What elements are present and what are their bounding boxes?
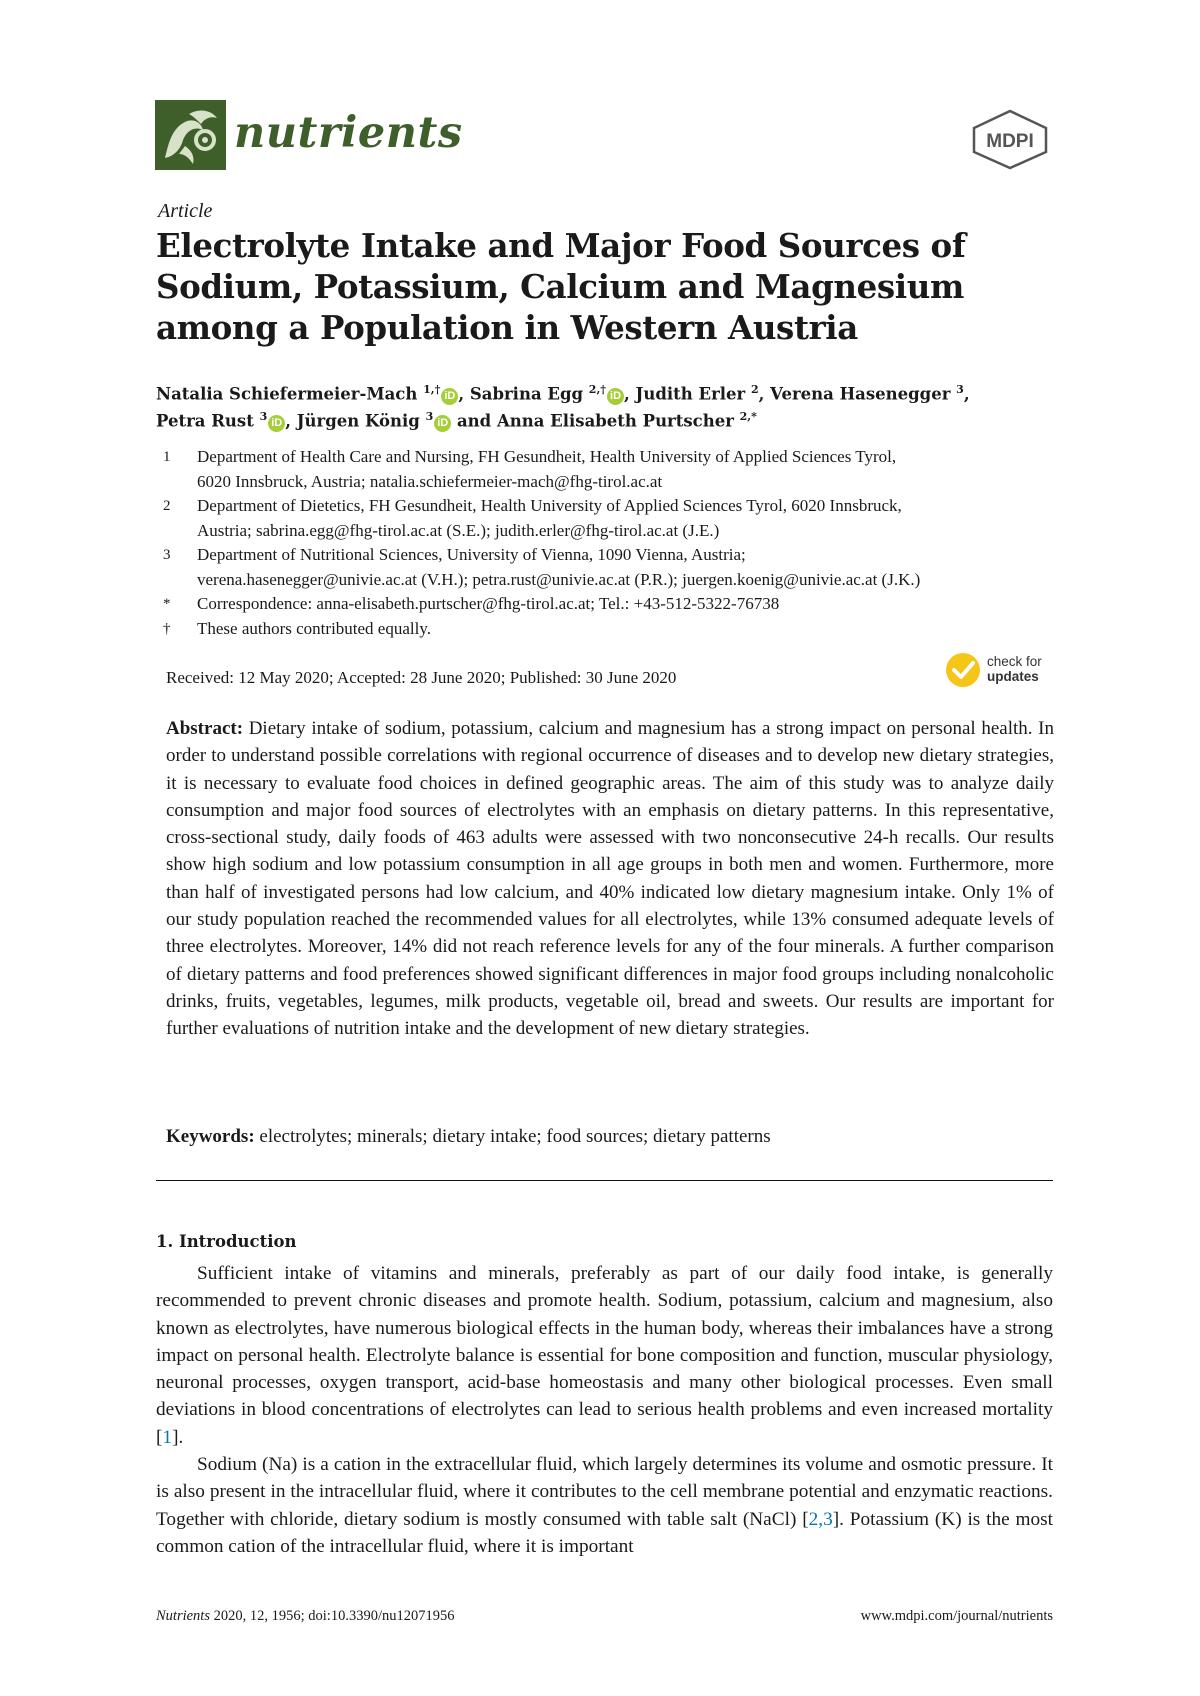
author-name[interactable]: Sabrina Egg bbox=[469, 384, 584, 404]
equal-contribution-note: These authors contributed equally. bbox=[197, 619, 431, 638]
author-name[interactable]: Natalia Schiefermeier-Mach bbox=[156, 384, 418, 404]
ref-bracket: ]. bbox=[172, 1426, 184, 1448]
affiliation-marker: 3 bbox=[163, 547, 171, 563]
affiliation-line: 6020 Innsbruck, Austria; natalia.schiefermeier-mach@fhg-tirol.ac.at bbox=[197, 471, 663, 491]
keywords-label: Keywords: bbox=[166, 1126, 255, 1147]
author-affiliation-sup: 1,† bbox=[423, 383, 441, 396]
affiliation-line: Austria; sabrina.egg@fhg-tirol.ac.at (S.E.); judith.erler@fhg-tirol.ac.at (J.E.) bbox=[197, 520, 720, 540]
affiliation-line: Department of Health Care and Nursing, FH Gesundheit, Health University of Applied Sciences Tyrol, bbox=[197, 447, 897, 466]
abstract bbox=[166, 715, 1054, 1043]
author-affiliation-sup: 2,† bbox=[588, 383, 607, 396]
footer-url[interactable]: www.mdpi.com/journal/nutrients bbox=[860, 1608, 1053, 1624]
check-updates-line2: updates bbox=[987, 669, 1039, 684]
publication-dates: Received: 12 May 2020; Accepted: 28 June 2020; Published: 30 June 2020 bbox=[166, 668, 677, 687]
author-affiliation-sup: 3 bbox=[956, 383, 964, 396]
author-name[interactable]: Anna Elisabeth Purtscher bbox=[496, 411, 734, 431]
author-separator: and bbox=[451, 411, 497, 431]
paragraph-text: . Potassium (K) is the most common cation of the intracellular fluid, where it is important bbox=[156, 1508, 1053, 1557]
check-updates-icon bbox=[945, 652, 981, 688]
author-name[interactable]: Petra Rust bbox=[156, 411, 254, 431]
reference-link[interactable]: 2,3 bbox=[808, 1508, 833, 1530]
orcid-icon[interactable]: iD bbox=[441, 388, 458, 405]
orcid-icon[interactable]: iD bbox=[268, 415, 285, 432]
journal-name: nutrients bbox=[234, 108, 463, 158]
keywords bbox=[166, 1126, 1054, 1148]
keywords-text: electrolytes; minerals; dietary intake; food sources; dietary patterns bbox=[259, 1126, 771, 1147]
equal-contribution-marker: † bbox=[163, 621, 171, 637]
check-for-updates-badge[interactable] bbox=[945, 652, 1055, 690]
affiliation-line: verena.hasenegger@univie.ac.at (V.H.); petra.rust@univie.ac.at (P.R.); juergen.koenig@univie.ac.at (J.K.) bbox=[197, 569, 921, 589]
author-affiliation-sup: 2 bbox=[751, 383, 759, 396]
author-affiliation-sup: 3 bbox=[259, 410, 268, 423]
journal-logo-icon bbox=[155, 100, 226, 170]
affiliation-marker: 1 bbox=[163, 449, 171, 465]
paragraph-text: Sodium (Na) is a cation in the extracellular fluid, which largely determines its volume and osmotic pressure. It is also present in the intracellular fluid, where it contributes to the cell membrane potential and enzymatic reactions. Together with chloride, dietary sodium is mostly consumed with table salt (NaCl) bbox=[156, 1454, 1053, 1530]
affiliation-marker: 2 bbox=[163, 498, 171, 514]
divider bbox=[156, 1180, 1053, 1181]
mdpi-logo-icon bbox=[968, 108, 1052, 170]
author-name[interactable]: Jürgen König bbox=[296, 411, 420, 431]
author-name[interactable]: Judith Erler bbox=[635, 384, 746, 404]
author-separator: , bbox=[624, 384, 636, 404]
author-separator: , bbox=[285, 411, 297, 431]
author-name[interactable]: Verena Hasenegger bbox=[770, 384, 951, 404]
ref-bracket: [ bbox=[156, 1426, 163, 1448]
author-separator: , bbox=[458, 384, 470, 404]
affiliation-2 bbox=[197, 494, 1057, 543]
correspondence: Correspondence: anna-elisabeth.purtscher@fhg-tirol.ac.at; Tel.: +43-512-5322-76738 bbox=[197, 594, 780, 613]
ref-bracket: [ bbox=[802, 1508, 809, 1530]
mdpi-logo-text: MDPI bbox=[986, 131, 1034, 152]
affiliation-line: Department of Dietetics, FH Gesundheit, Health University of Applied Sciences Tyrol, 6020 Innsbruck, bbox=[197, 496, 902, 515]
check-updates-line1: check for bbox=[987, 654, 1042, 669]
footer-citation-text: 2020, 12, 1956; doi:10.3390/nu12071956 bbox=[209, 1608, 455, 1624]
article-type: Article bbox=[158, 200, 213, 222]
footer-citation bbox=[156, 1608, 454, 1625]
author-affiliation-sup: 2,* bbox=[739, 410, 757, 423]
abstract-label: Abstract: bbox=[166, 718, 244, 739]
author-affiliation-sup: 3 bbox=[425, 410, 434, 423]
paragraph-text: Sufficient intake of vitamins and minerals, preferably as part of our daily food intake, is generally recommended to prevent chronic diseases and promote health. Sodium, potassium, calcium and magnesium, also known as electrolytes, have numerous biological effects in the human body, whereas their imbalances have a strong impact on personal health. Electrolyte balance is essential for bone composition and function, muscular physiology, neuronal processes, oxygen transport, acid-base homeostasis and many other biological processes. Even small deviations in blood concentrations of electrolytes can lead to serious health problems and even increased mortality bbox=[156, 1263, 1053, 1421]
intro-paragraph-1 bbox=[156, 1260, 1053, 1451]
authors-line-2 bbox=[156, 410, 757, 432]
authors-line-1 bbox=[156, 383, 970, 405]
reference-link[interactable]: 1 bbox=[162, 1426, 173, 1448]
check-updates-text bbox=[987, 654, 1042, 684]
footer-journal: Nutrients bbox=[156, 1608, 210, 1624]
author-separator: , bbox=[758, 384, 771, 404]
intro-paragraph-2 bbox=[156, 1451, 1053, 1560]
orcid-icon[interactable]: iD bbox=[434, 415, 451, 432]
affiliation-3 bbox=[197, 543, 1057, 592]
ref-bracket: ] bbox=[832, 1508, 840, 1530]
affiliation-1 bbox=[197, 445, 1057, 494]
orcid-icon[interactable]: iD bbox=[607, 388, 624, 405]
article-title: Electrolyte Intake and Major Food Sources of Sodium, Potassium, Calcium and Magnesium among a Population in Western Austria bbox=[156, 226, 966, 347]
section-heading: 1. Introduction bbox=[156, 1232, 297, 1251]
author-separator: , bbox=[963, 384, 970, 404]
abstract-text: Dietary intake of sodium, potassium, calcium and magnesium has a strong impact on personal health. In order to understand possible correlations with regional occurrence of diseases and to develop new dietary strategies, it is necessary to evaluate food choices in defined geographic areas. The aim of this study was to analyze daily consumption and major food sources of electrolytes with an emphasis on dietary patterns. In this representative, cross-sectional study, daily foods of 463 adults were assessed with two nonconsecutive 24-h recalls. Our results show high sodium and low potassium consumption in all age groups in both men and women. Furthermore, more than half of investigated persons had low calcium, and 40% indicated low dietary magnesium intake. Only 1% of our study population reached the recommended values for all electrolytes, while 13% consumed adequate levels of three electrolytes. Moreover, 14% did not reach reference levels for any of the four minerals. A further comparison of dietary patterns and food preferences showed significant differences in major food groups including nonalcoholic drinks, fruits, vegetables, legumes, milk products, vegetable oil, bread and sweets. Our results are important for further evaluations of nutrition intake and the development of new dietary strategies. bbox=[166, 718, 1054, 1040]
correspondence-marker: * bbox=[163, 596, 171, 612]
affiliation-line: Department of Nutritional Sciences, University of Vienna, 1090 Vienna, Austria; bbox=[197, 545, 746, 564]
